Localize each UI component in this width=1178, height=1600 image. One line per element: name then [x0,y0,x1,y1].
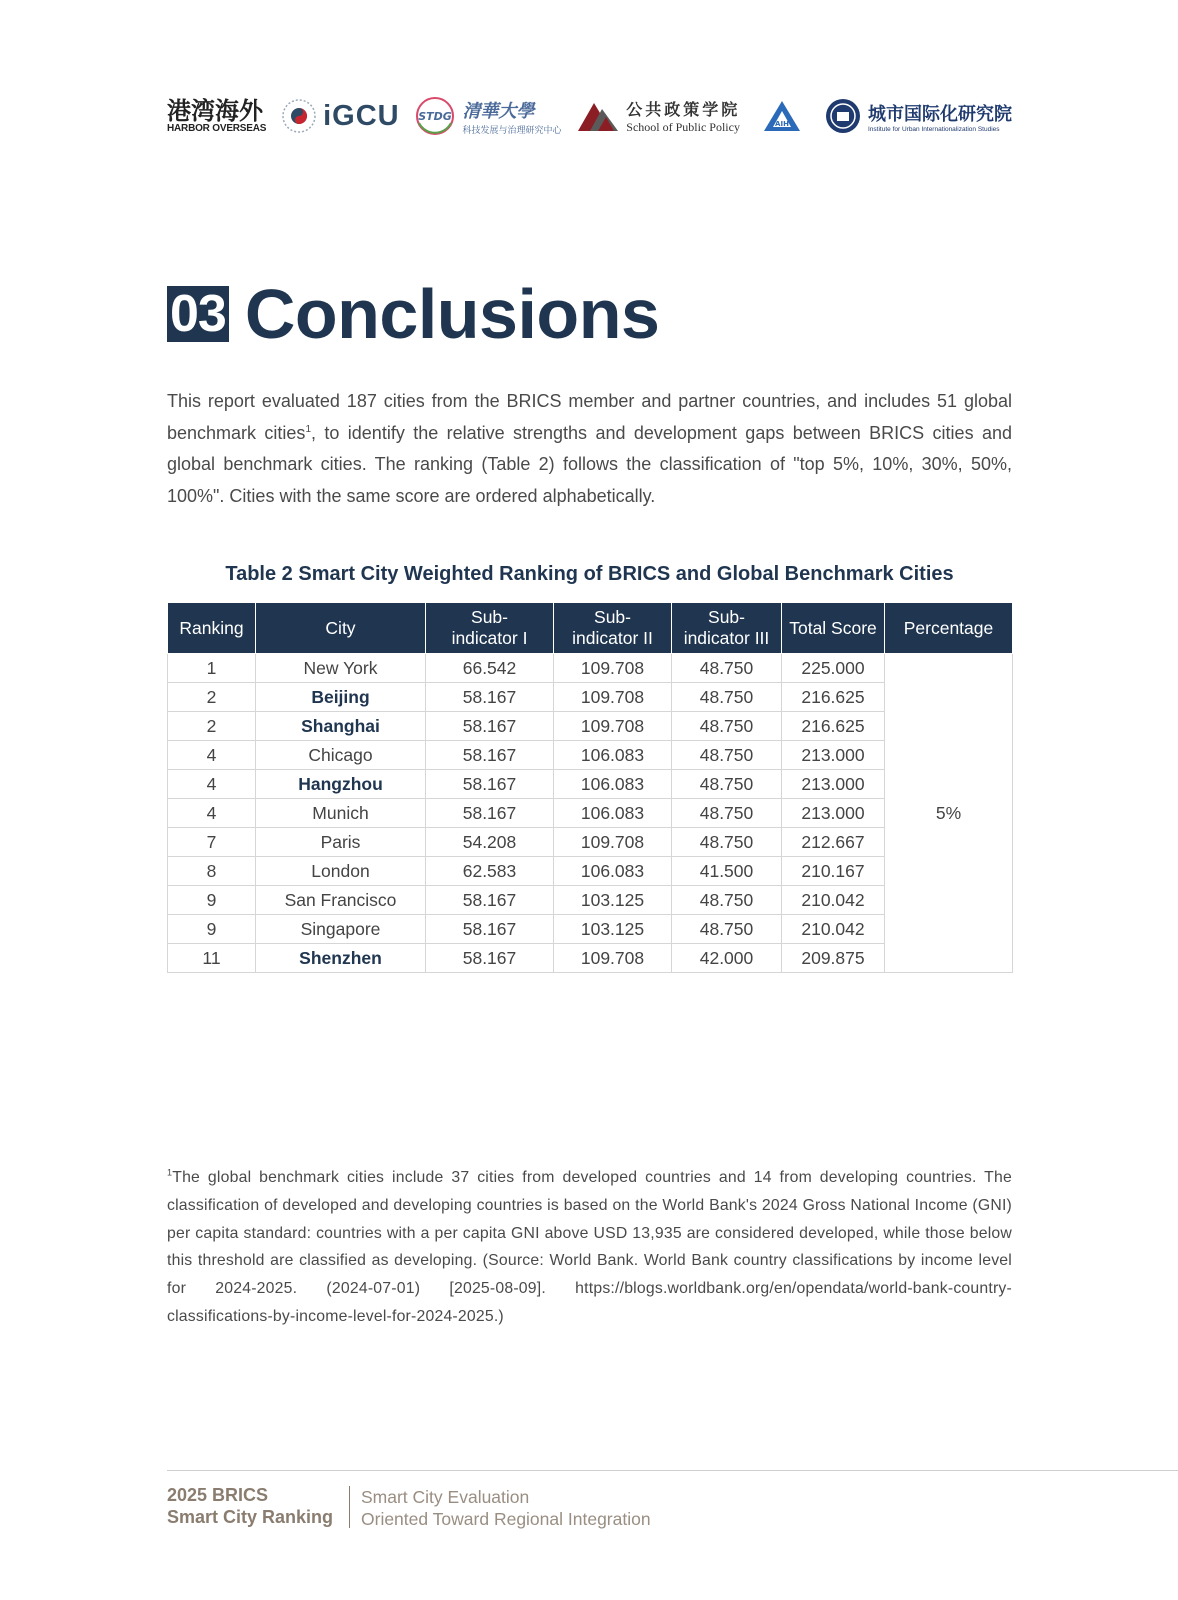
total-score-cell: 210.167 [782,857,885,886]
footer-subtitle-line1: Smart City Evaluation [361,1487,530,1507]
logo-strip [167,93,1012,139]
rank-cell: 2 [168,712,256,741]
sub-indicator-1-cell: 58.167 [426,770,554,799]
sub-indicator-3-cell: 48.750 [672,886,782,915]
sub-indicator-1-cell: 58.167 [426,799,554,828]
city-cell: Beijing [256,683,426,712]
sub-indicator-2-cell: 109.708 [554,828,672,857]
spp-name-en: School of Public Policy [626,120,740,134]
harbor-overseas-logo [167,96,267,134]
total-score-cell: 225.000 [782,654,885,683]
footer-title-line2: Smart City Ranking [167,1507,334,1527]
aih-logo [755,99,809,133]
sub-indicator-1-cell: 66.542 [426,654,554,683]
sub-indicator-1-cell: 58.167 [426,712,554,741]
footer-subtitle [361,1486,651,1530]
total-score-cell: 216.625 [782,712,885,741]
section-number: 03 [167,286,229,342]
footnote [167,1164,1012,1331]
column-header: Ranking [168,603,256,654]
igcu-emblem-icon [281,98,317,134]
rank-cell: 7 [168,828,256,857]
city-cell: New York [256,654,426,683]
sub-indicator-2-cell: 106.083 [554,770,672,799]
rank-cell: 4 [168,770,256,799]
sub-indicator-3-cell: 48.750 [672,799,782,828]
footer-divider [349,1486,350,1528]
sub-indicator-2-cell: 109.708 [554,683,672,712]
total-score-cell: 212.667 [782,828,885,857]
sub-indicator-1-cell: 58.167 [426,915,554,944]
sub-indicator-3-cell: 48.750 [672,915,782,944]
sub-indicator-3-cell: 42.000 [672,944,782,973]
column-header: Percentage [885,603,1013,654]
harbor-logo-en: HARBOR OVERSEAS [167,122,267,134]
sub-indicator-2-cell: 109.708 [554,944,672,973]
sub-indicator-1-cell: 54.208 [426,828,554,857]
column-header: Sub- indicator I [426,603,554,654]
aih-triangle-icon [755,99,809,133]
sub-indicator-2-cell: 106.083 [554,857,672,886]
total-score-cell: 213.000 [782,741,885,770]
city-cell: Chicago [256,741,426,770]
rank-cell: 4 [168,741,256,770]
ranking-table [167,602,1013,973]
sub-indicator-2-cell: 103.125 [554,886,672,915]
city-cell: Singapore [256,915,426,944]
sub-indicator-3-cell: 48.750 [672,712,782,741]
footer-report-title [167,1484,333,1528]
table-header-row [168,603,1013,654]
city-cell: Shenzhen [256,944,426,973]
city-cell: San Francisco [256,886,426,915]
city-cell: Munich [256,799,426,828]
sub-indicator-3-cell: 41.500 [672,857,782,886]
rank-cell: 9 [168,886,256,915]
igcu-text: iGCU [323,99,400,132]
city-cell: Paris [256,828,426,857]
section-title [167,275,660,353]
rank-cell: 1 [168,654,256,683]
sub-indicator-2-cell: 106.083 [554,799,672,828]
intro-paragraph [167,386,1012,512]
rank-cell: 9 [168,915,256,944]
footer-title-line1: 2025 BRICS [167,1485,269,1505]
sub-indicator-1-cell: 58.167 [426,683,554,712]
column-header: Sub- indicator II [554,603,672,654]
rank-cell: 11 [168,944,256,973]
rank-cell: 4 [168,799,256,828]
total-score-cell: 216.625 [782,683,885,712]
tsinghua-name-zh: 清華大學 [462,100,535,122]
footer-rule [167,1470,1178,1471]
sub-indicator-3-cell: 48.750 [672,828,782,857]
sub-indicator-3-cell: 48.750 [672,683,782,712]
column-header: Sub- indicator III [672,603,782,654]
aih-text: AIH [775,120,790,128]
footer-subtitle-line2: Oriented Toward Regional Integration [361,1509,651,1529]
city-cell: Hangzhou [256,770,426,799]
sub-indicator-3-cell: 48.750 [672,741,782,770]
sub-indicator-2-cell: 109.708 [554,712,672,741]
tsinghua-stdg-logo [414,95,561,137]
stdg-badge-text: STDG [418,110,453,123]
total-score-cell: 213.000 [782,799,885,828]
section-heading: Conclusions [244,275,660,353]
total-score-cell: 209.875 [782,944,885,973]
sub-indicator-2-cell: 106.083 [554,741,672,770]
stdg-circle-icon [414,95,456,137]
total-score-cell: 213.000 [782,770,885,799]
intro-part1: This report evaluated 187 cities from the BRICS member and partner countries, and includes 51 global benchmark cities [167,391,1012,443]
sub-indicator-1-cell: 62.583 [426,857,554,886]
sub-indicator-3-cell: 48.750 [672,654,782,683]
school-public-policy-logo [576,97,740,135]
column-header: Total Score [782,603,885,654]
total-score-cell: 210.042 [782,915,885,944]
footnote-marker: 1 [167,1167,173,1178]
sub-indicator-1-cell: 58.167 [426,741,554,770]
percentage-cell: 5% [885,654,1013,973]
rank-cell: 2 [168,683,256,712]
spp-name-zh: 公共政策学院 [626,102,741,119]
sub-indicator-3-cell: 48.750 [672,770,782,799]
iuis-name-en: Institute for Urban Internationalization Studies [868,125,1000,133]
sub-indicator-1-cell: 58.167 [426,944,554,973]
iuis-name-zh: 城市国际化研究院 [868,103,1012,125]
table-body [168,654,1013,973]
column-header: City [256,603,426,654]
harbor-logo-zh: 港湾海外 [167,96,263,125]
sub-indicator-2-cell: 109.708 [554,654,672,683]
sub-indicator-2-cell: 103.125 [554,915,672,944]
tsinghua-center-zh: 科技发展与治理研究中心 [462,124,562,135]
igcu-logo [281,98,400,134]
iuis-logo [824,97,1012,135]
sub-indicator-1-cell: 58.167 [426,886,554,915]
rank-cell: 8 [168,857,256,886]
table-row [168,654,1013,683]
footnote-text: The global benchmark cities include 37 cities from developed countries and 14 from developing countries. The classification of developed and developing countries is based on the World Bank's 2024 Gross National Income (GNI) per capita standard: countries with a per capita GNI above USD 13,935 are considered developed, while those below this threshold are classified as developing. (Source: World Bank. World Bank country classifications by income level for 2024-2025. (2024-07-01) [2025-08-09]. https://blogs.worldbank.org/en/opendata/world-bank-country-classifications-by-income-level-for-2024-2025.) [167,1169,1012,1325]
city-cell: London [256,857,426,886]
spp-mountain-icon [576,99,620,133]
total-score-cell: 210.042 [782,886,885,915]
intro-part2: , to identify the relative strengths and development gaps between BRICS cities and global benchmark cities. The ranking (Table 2) follows the classification of "top 5%, 10%, 30%, 50%, 100%". Cities with the same score are ordered alphabetically. [167,422,1012,506]
footnote-ref: 1 [305,423,311,435]
city-cell: Shanghai [256,712,426,741]
iuis-seal-icon [824,97,862,135]
table-caption: Table 2 Smart City Weighted Ranking of BRICS and Global Benchmark Cities [225,563,954,585]
